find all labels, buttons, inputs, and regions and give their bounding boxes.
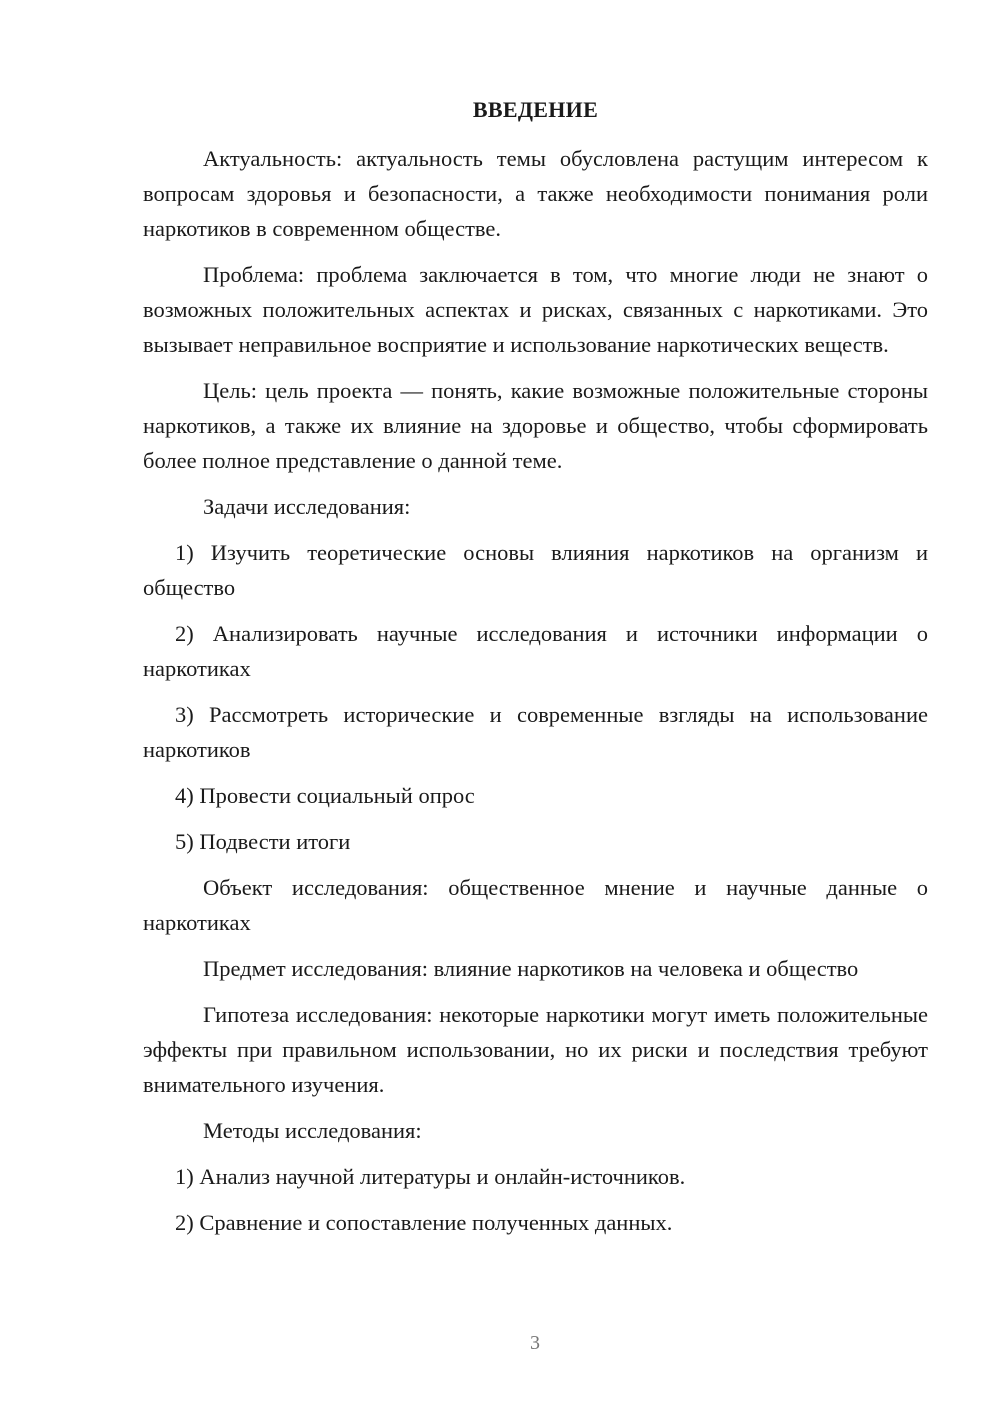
page-number: 3 xyxy=(530,1332,540,1354)
task-item: 5) Подвести итоги xyxy=(175,829,351,854)
hypothesis-paragraph: Гипотеза исследования: некоторые наркотики могут иметь положительные эффекты при правильном использовании, но их риски и последствия требуют внимательного изучения. xyxy=(143,1002,928,1097)
tasks-heading: Задачи исследования: xyxy=(203,494,411,519)
method-item: 1) Анализ научной литературы и онлайн-источников. xyxy=(175,1164,686,1189)
task-item: 2) Анализировать научные исследования и источники информации о наркотиках xyxy=(143,621,928,681)
section-title: ВВЕДЕНИЕ xyxy=(472,97,599,122)
task-item: 1) Изучить теоретические основы влияния наркотиков на организм и общество xyxy=(143,540,928,600)
document-body xyxy=(143,93,928,1251)
method-item: 2) Сравнение и сопоставление полученных данных. xyxy=(175,1210,673,1235)
task-item: 3) Рассмотреть исторические и современные взгляды на использование наркотиков xyxy=(143,702,928,762)
task-item: 4) Провести социальный опрос xyxy=(175,783,475,808)
problem-paragraph: Проблема: проблема заключается в том, что многие люди не знают о возможных положительных аспектах и рисках, связанных с наркотиками. Это вызывает неправильное восприятие и использование наркотических веществ. xyxy=(143,262,928,357)
relevance-paragraph: Актуальность: актуальность темы обусловлена растущим интересом к вопросам здоровья и безопасности, а также необходимости понимания роли наркотиков в современном обществе. xyxy=(143,146,928,241)
methods-heading: Методы исследования: xyxy=(203,1118,422,1143)
subject-paragraph: Предмет исследования: влияние наркотиков на человека и общество xyxy=(203,956,859,981)
object-paragraph: Объект исследования: общественное мнение и научные данные о наркотиках xyxy=(143,875,928,935)
goal-paragraph: Цель: цель проекта — понять, какие возможные положительные стороны наркотиков, а также их влияние на здоровье и общество, чтобы сформировать более полное представление о данной теме. xyxy=(143,378,928,473)
